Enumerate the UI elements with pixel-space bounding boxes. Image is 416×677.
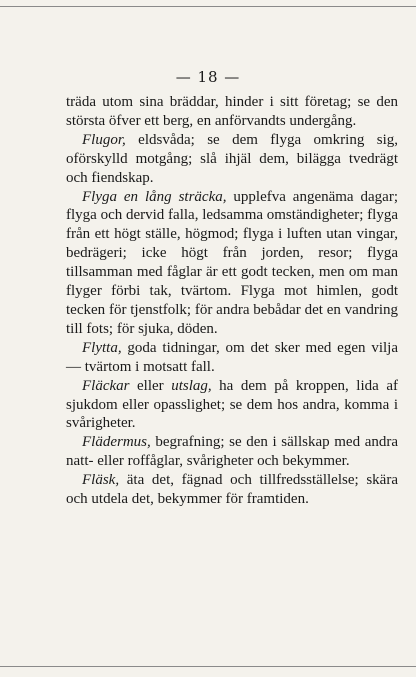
page-number: — 18 — bbox=[175, 68, 241, 86]
paragraph-text: träda utom sina bräddar, hinder i sitt företag; se den största öfver ett berg, en anförvandts undergång. bbox=[66, 94, 398, 129]
entry-text: upplefva angenäma dagar; flyga och dervid falla, ledsamma omständigheter; flyga från ett högt ställe, högmod; flyga i luften utan vingar, bedrägeri; icke högt från jorden, resor; flyga tillsamman med fåglar är ett godt tecken, men om man flyger förbi tak, tvärtom. Flyga mot himlen, godt tecken för tjenstfolk; för andra bebådar det en vandring till fots; för sjuka, döden. bbox=[66, 188, 398, 337]
body-text bbox=[66, 93, 398, 509]
entry-flytta bbox=[66, 339, 398, 377]
entry-term: Fläckar bbox=[82, 377, 130, 394]
entry-fladermus bbox=[66, 433, 398, 471]
paragraph-continuation bbox=[66, 93, 398, 131]
entry-flask bbox=[66, 471, 398, 509]
entry-text: goda tidningar, om det sker med egen vilja — tvärtom i motsatt fall. bbox=[66, 339, 398, 375]
top-rule bbox=[0, 6, 416, 7]
entry-text-part: eller bbox=[129, 377, 172, 394]
entry-text: begrafning; se den i sällskap med andra natt- eller roffåglar, svårigheter och bekymmer. bbox=[66, 434, 398, 470]
entry-text-part: ha dem på kroppen, lida af sjukdom eller opasslighet; se dem hos andra, komma i svårigheter. bbox=[66, 377, 398, 432]
entry-flackar bbox=[66, 377, 398, 434]
entry-term: Flytta, bbox=[82, 339, 122, 356]
entry-term: Flädermus, bbox=[82, 434, 151, 451]
entry-term: Fläsk, bbox=[82, 472, 120, 489]
entry-term: Flugor, bbox=[82, 131, 126, 148]
entry-flugor bbox=[66, 131, 398, 188]
entry-text: äta det, fägnad och tillfredsställelse; skära och utdela det, bekymmer för framtiden. bbox=[66, 472, 398, 508]
entry-term-secondary: utslag, bbox=[171, 377, 212, 394]
entry-flyga bbox=[66, 188, 398, 339]
bottom-rule bbox=[0, 666, 416, 667]
entry-text: eldsvåda; se dem flyga omkring sig, oförskylld motgång; slå ihjäl dem, bilägga tvedrägt och fiendskap. bbox=[66, 131, 398, 186]
entry-term: Flyga en lång sträcka, bbox=[82, 188, 227, 205]
